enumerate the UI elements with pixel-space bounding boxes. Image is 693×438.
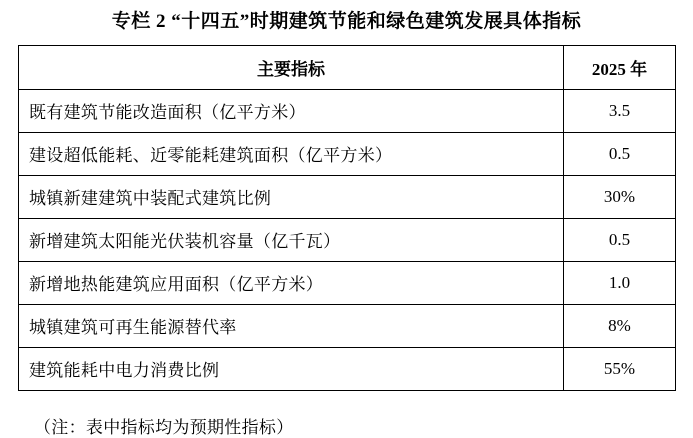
- indicator-value: 3.5: [564, 89, 676, 132]
- table-row: [19, 218, 676, 261]
- indicator-name: 建筑能耗中电力消费比例: [19, 347, 564, 390]
- indicator-name: 既有建筑节能改造面积（亿平方米）: [19, 89, 564, 132]
- indicator-name: 建设超低能耗、近零能耗建筑面积（亿平方米）: [19, 132, 564, 175]
- table-container: [18, 45, 675, 391]
- page-title: 专栏 2 “十四五”时期建筑节能和绿色建筑发展具体指标: [111, 11, 582, 32]
- indicator-value: 55%: [564, 347, 676, 390]
- table-header-row: [19, 45, 676, 89]
- indicator-value: 30%: [564, 175, 676, 218]
- indicator-name: 新增建筑太阳能光伏装机容量（亿千瓦）: [19, 218, 564, 261]
- table-row: [19, 304, 676, 347]
- table-row: [19, 261, 676, 304]
- table-header: [19, 45, 676, 89]
- indicator-name: 城镇建筑可再生能源替代率: [19, 304, 564, 347]
- indicator-value: 0.5: [564, 218, 676, 261]
- table-note: （注：表中指标均为预期性指标）: [34, 417, 294, 437]
- indicator-table: [18, 45, 676, 391]
- column-header-year: 2025 年: [564, 45, 676, 89]
- indicator-name: 新增地热能建筑应用面积（亿平方米）: [19, 261, 564, 304]
- table-row: [19, 347, 676, 390]
- table-body: [19, 89, 676, 390]
- column-header-indicator: 主要指标: [19, 45, 564, 89]
- indicator-name: 城镇新建建筑中装配式建筑比例: [19, 175, 564, 218]
- indicator-value: 1.0: [564, 261, 676, 304]
- table-row: [19, 175, 676, 218]
- table-row: [19, 89, 676, 132]
- table-row: [19, 132, 676, 175]
- indicator-value: 0.5: [564, 132, 676, 175]
- indicator-value: 8%: [564, 304, 676, 347]
